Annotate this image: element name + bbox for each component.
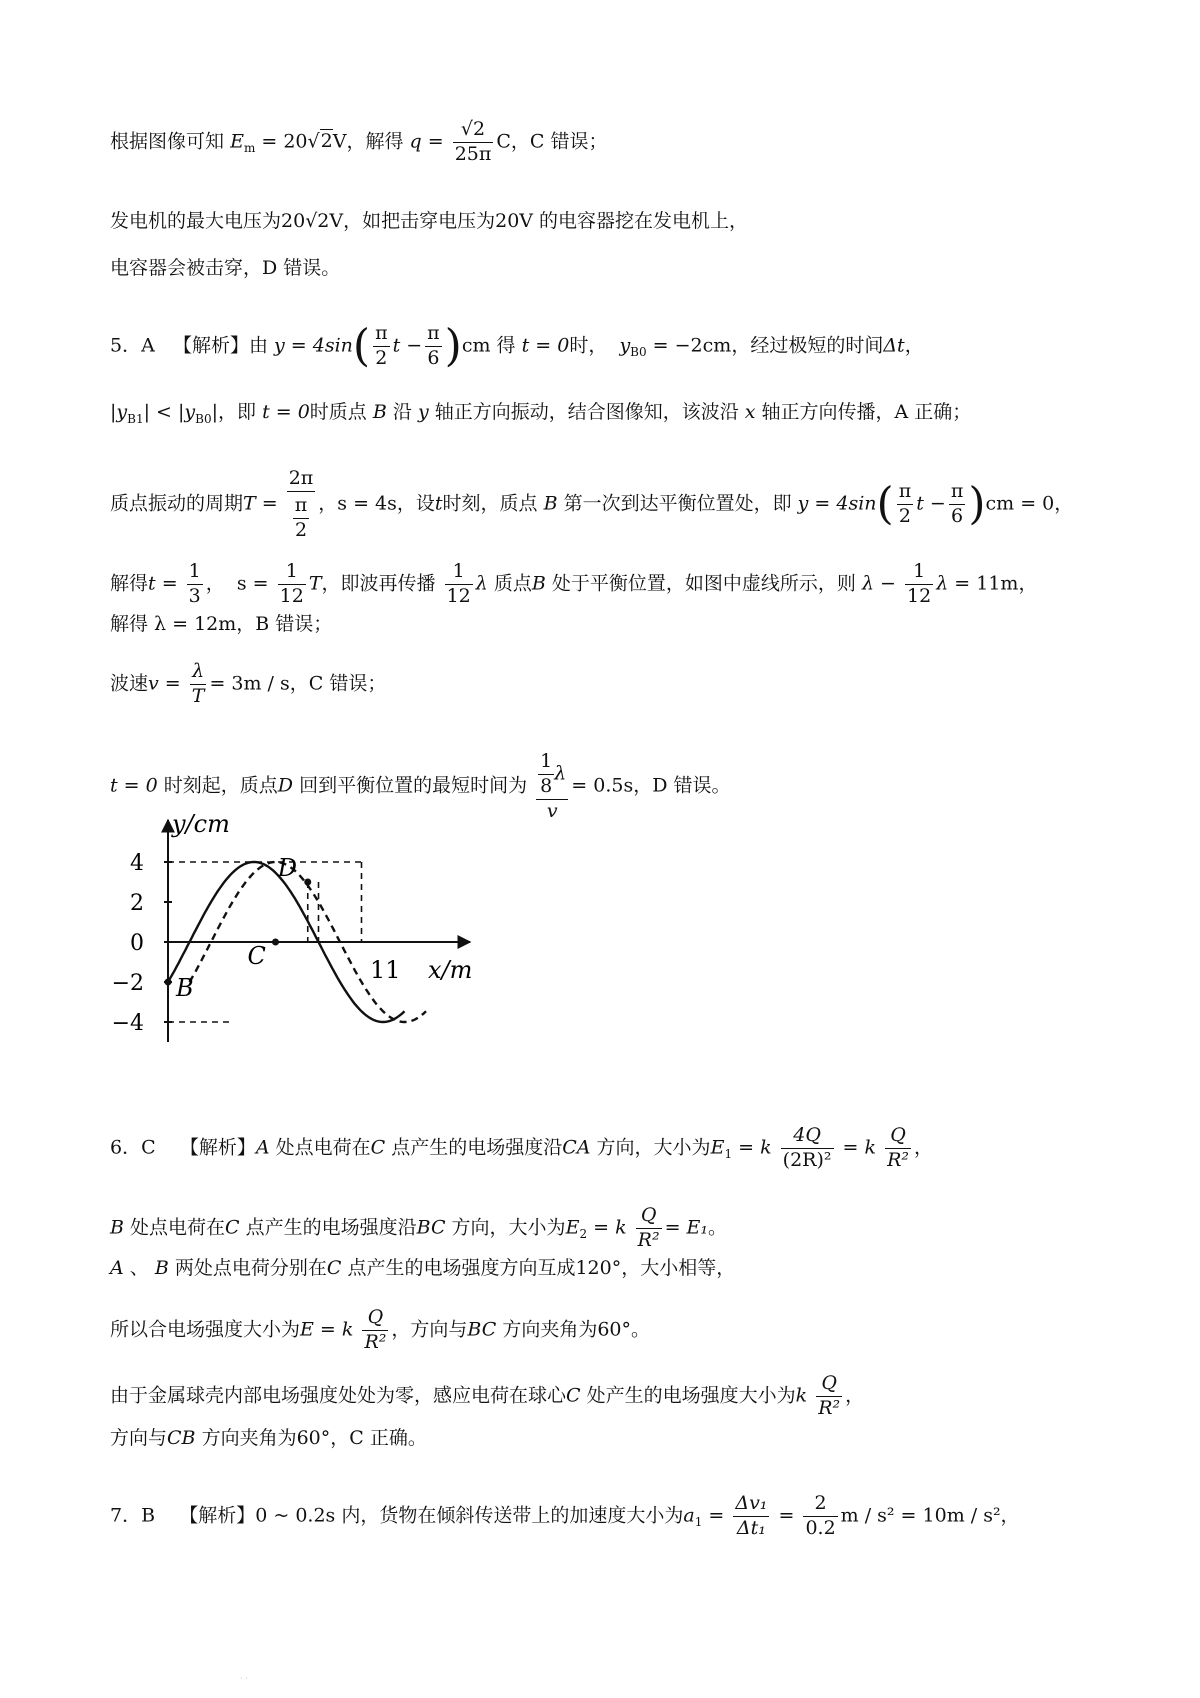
line-7: 解得t = $\frac{1}{3}$ ， s = $\frac{1}{12}$ T，即波再传播 $\frac{1}{12}$ λ 质点B 处于平衡位置，如图中虚线所示，则 λ − $\frac{1}{12}$ λ = 11m， <box>110 560 1038 607</box>
text: ，如把击穿电压为20V 的电容器挖在发电机上， <box>343 210 749 232</box>
y-tick-label: 0 <box>130 931 144 956</box>
line-2 <box>110 207 748 235</box>
line-16: 方向与CB 方向夹角为60°，C 正确。 <box>110 1427 427 1449</box>
point-label-C: C <box>247 942 266 970</box>
line-13: A 、 B 两处点电荷分别在C 点产生的电场强度方向互成120°，大小相等， <box>110 1257 736 1279</box>
page-mark: · · <box>240 1674 248 1683</box>
line-15: 由于金属球壳内部电场强度处处为零，感应电荷在球心C 处产生的电场强度大小为k $\frac{Q}{\text{R²}}$ ， <box>110 1372 865 1419</box>
question-number: 5．A <box>110 334 155 357</box>
y-tick-label: 4 <box>130 851 144 876</box>
fraction: $\frac{√2}{25\pi}$ <box>454 118 492 165</box>
math: t = 0 <box>521 334 570 357</box>
line-17-q7: 7．B 【解析】0 ~ 0.2s 内，货物在倾斜传送带上的加速度大小为$a_1$ = $\frac{\text{Δv₁}}{\text{Δt₁}}$ = $\frac{2}{0.2}$ m / s² = 10m / s²， <box>110 1492 1020 1539</box>
math-voltage: 20√2V <box>281 210 344 232</box>
math-20: = 20 <box>261 130 308 153</box>
text: 时， <box>569 334 608 357</box>
line-1: 根据图像可知 $E_m = 20√2V$，解得 q = $\frac{√2}{25\pi}$ C，C 错误； <box>110 118 608 165</box>
y-tick-label: −2 <box>111 971 144 996</box>
math-V: V <box>332 130 347 153</box>
math: y = 4sin <box>274 334 353 357</box>
point-label-D: D <box>277 854 297 882</box>
line-6: 质点振动的周期T = $\frac{2\pi}{\frac{\pi}{2}}$ ，s = 4s，设t时刻，质点 B 第一次到达平衡位置处，即 y = 4sin( $\frac{\pi}{2}$ t − $\frac{\pi}{6}$ )cm = 0， <box>110 467 1074 541</box>
text: 电容器会被击穿，D 错误。 <box>110 257 341 279</box>
point-C <box>272 939 279 946</box>
math-q: q = <box>409 130 444 153</box>
math: Δt <box>883 334 905 357</box>
points <box>165 854 312 1002</box>
x-tick-11: 11 <box>370 956 401 984</box>
text: ，经过极短的时间 <box>731 334 884 357</box>
text: cm 得 <box>461 334 516 357</box>
line-9: 波速v = $\frac{\lambda}{T}$ = 3m / s，C 错误； <box>110 660 387 707</box>
line-12: B 处点电荷在C 点产生的电场强度沿BC 方向，大小为$E_2 = k$ $\frac{Q}{\text{R²}}$ = E₁。 <box>110 1204 728 1251</box>
point-label-B: B <box>176 974 194 1002</box>
point-B <box>165 979 172 986</box>
text: 根据图像可知 <box>110 130 225 153</box>
text: ，解得 <box>346 130 404 153</box>
math-E: E <box>230 130 244 153</box>
math-sub: m <box>243 141 256 156</box>
wave-graph <box>110 810 500 1075</box>
line-3 <box>110 254 340 282</box>
analysis-tag: 【解析】由 <box>172 334 268 357</box>
math: = −2cm <box>652 334 732 357</box>
math: y <box>619 334 631 357</box>
line-4-q5: 5．A 【解析】由 y = 4sin( $\frac{\pi}{2}$ t − $\frac{\pi}{6}$ )cm 得 t = 0时， $y_{B0} = -2cm$，经过极短的时间Δt， <box>110 320 924 372</box>
point-D <box>304 879 311 886</box>
line-14: 所以合电场强度大小为E = k $\frac{Q}{\text{R²}}$ ，方向与BC 方向夹角为60°。 <box>110 1306 650 1353</box>
x-axis-label: x/m <box>428 956 473 984</box>
y-ticks <box>112 851 172 1036</box>
math-sqrt: 2 <box>320 130 333 153</box>
y-axis-label: y/cm <box>172 810 230 838</box>
line-11-q6: 6．C 【解析】A 处点电荷在C 点产生的电场强度沿CA 方向，大小为$E_1 = k$ $\frac{4Q}{\text{(2R)²}}$ = k $\frac{Q}{\text{R²}}$ ， <box>110 1124 934 1171</box>
text: ，即 <box>218 401 257 423</box>
text: 发电机的最大电压为 <box>110 210 282 232</box>
line-5: $|y_{B1}| < |y_{B0}|$，即 t = 0时质点 B 沿 y 轴正方向振动，结合图像知，该波沿 x 轴正方向传播，A 正确； <box>110 401 972 426</box>
y-tick-label: 2 <box>130 891 144 916</box>
text: C，C 错误； <box>496 130 608 153</box>
line-10: t = 0 时刻起，质点D 回到平衡位置的最短时间为 $\frac{1}{8}$ λ v = 0.5s，D 错误。 <box>110 750 731 822</box>
line-8: 解得 λ = 12m，B 错误； <box>110 613 333 635</box>
y-tick-label: −4 <box>111 1011 144 1036</box>
